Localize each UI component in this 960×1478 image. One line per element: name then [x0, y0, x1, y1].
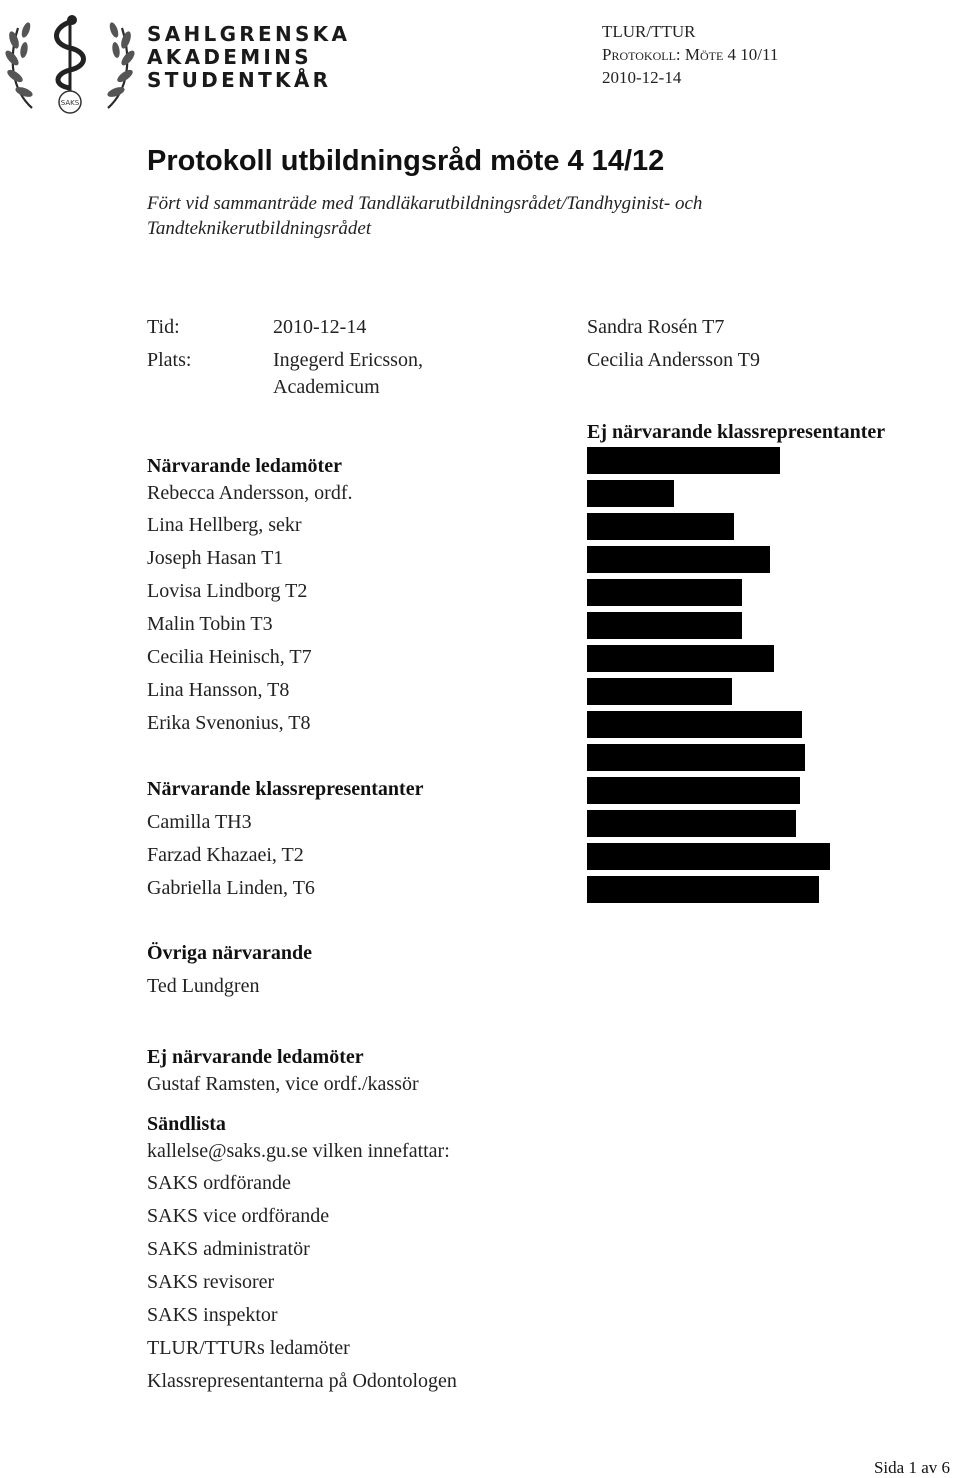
place-value-line-2: Academicum — [273, 376, 380, 398]
present-member: Cecilia Heinisch, T7 — [147, 646, 312, 668]
place-value-line-1: Ingegerd Ericsson, — [273, 349, 423, 371]
redaction-bar — [587, 711, 802, 738]
org-name-line-3: STUDENTKÅR — [147, 68, 332, 92]
redaction-bar — [587, 579, 742, 606]
redaction-bar — [587, 876, 819, 903]
page-title: Protokoll utbildningsråd möte 4 14/12 — [147, 145, 665, 177]
redaction-bar — [587, 513, 734, 540]
present-member: Joseph Hasan T1 — [147, 547, 284, 569]
distribution-item: SAKS vice ordförande — [147, 1205, 330, 1227]
redaction-bar — [587, 744, 805, 771]
header-council: TLUR/TTUR — [602, 22, 696, 41]
page-number: Sida 1 av 6 — [873, 1458, 950, 1477]
time-value: 2010-12-14 — [273, 316, 367, 338]
present-rep: Gabriella Linden, T6 — [147, 877, 315, 899]
header-protocol: Protokoll: Möte 4 10/11 — [602, 45, 779, 64]
present-members-heading: Närvarande ledamöter — [147, 455, 342, 477]
redaction-bar — [587, 612, 742, 639]
right-name: Sandra Rosén T7 — [587, 316, 725, 338]
org-name-line-2: AKADEMINS — [147, 45, 312, 69]
distribution-item: SAKS administratör — [147, 1238, 310, 1260]
present-member: Rebecca Andersson, ordf. — [147, 482, 353, 504]
redaction-bar — [587, 843, 830, 870]
present-member: Lina Hansson, T8 — [147, 679, 290, 701]
distribution-item: TLUR/TTURs ledamöter — [147, 1337, 350, 1359]
others-present-heading: Övriga närvarande — [147, 942, 312, 964]
present-rep: Farzad Khazaei, T2 — [147, 844, 304, 866]
distribution-item: SAKS inspektor — [147, 1304, 278, 1326]
org-name-line-1: SAHLGRENSKA — [147, 22, 351, 46]
redaction-bar — [587, 810, 796, 837]
saks-logo — [2, 0, 138, 118]
right-name: Cecilia Andersson T9 — [587, 349, 760, 371]
other-present: Ted Lundgren — [147, 975, 260, 997]
absent-reps-heading: Ej närvarande klassrepresentanter — [587, 421, 886, 443]
redaction-bar — [587, 678, 732, 705]
logo-seal-text: SAKS — [60, 99, 80, 107]
redaction-bar — [587, 645, 774, 672]
present-member: Lovisa Lindborg T2 — [147, 580, 308, 602]
page-subtitle: Fört vid sammanträde med Tandläkarutbildningsrådet/Tandhyginist- och Tandteknikerutbildningsrådet — [147, 193, 703, 239]
present-member: Lina Hellberg, sekr — [147, 514, 302, 536]
time-label: Tid: — [147, 316, 180, 338]
redaction-bar — [587, 546, 770, 573]
distribution-heading: Sändlista — [147, 1113, 226, 1135]
header-date: 2010-12-14 — [602, 68, 682, 87]
present-member: Malin Tobin T3 — [147, 613, 273, 635]
present-reps-heading: Närvarande klassrepresentanter — [147, 778, 424, 800]
absent-member: Gustaf Ramsten, vice ordf./kassör — [147, 1073, 419, 1095]
distribution-item: SAKS ordförande — [147, 1172, 291, 1194]
redaction-bar — [587, 777, 800, 804]
place-label: Plats: — [147, 349, 192, 371]
redaction-bar — [587, 447, 780, 474]
distribution-item: kallelse@saks.gu.se vilken innefattar: — [147, 1140, 450, 1162]
distribution-item: SAKS revisorer — [147, 1271, 275, 1293]
distribution-item: Klassrepresentanterna på Odontologen — [147, 1370, 457, 1392]
absent-members-heading: Ej närvarande ledamöter — [147, 1046, 364, 1068]
redaction-bar — [587, 480, 674, 507]
present-member: Erika Svenonius, T8 — [147, 712, 311, 734]
present-rep: Camilla TH3 — [147, 811, 252, 833]
